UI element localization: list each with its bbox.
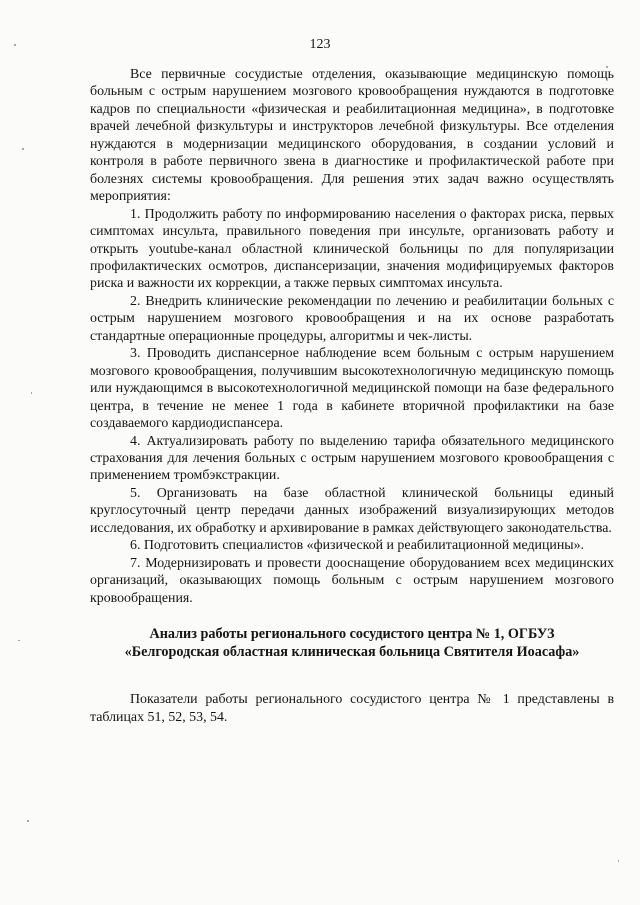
intro-paragraph: Все первичные сосудистые отделения, оказывающие медицинскую помощь больным с острым нарушением мозгового кровообращения нуждаются в подготовке кадров по специальности «физическая и реабилитационная медицина», в подготовке врачей лечебной физкультуры и инструкторов лечебной физкультуры. Все отделения нуждаются в модернизации медицинского оборудования, в создании условий и контроля в работе первичного звена в диагностике и профилактической работе при болезнях системы кровообращения. Для решения этих задач важно осуществлять мероприятия:: [90, 67, 614, 205]
measure-item: 1. Продолжить работу по информированию населения о факторах риска, первых симптомах инсульта, правильного поведения при инсульте, организовать работу и открыть youtube-канал областной клинической больницы по для популяризации профилактических осмотров, диспансеризации, значения модифицируемых факторов риска и важности их коррекции, а также первых симптомах инсульта.: [90, 206, 614, 292]
scan-speck: [22, 148, 24, 150]
section-heading: Анализ работы регионального сосудистого центра № 1, ОГБУЗ «Белгородская областная клиническая больница Святителя Иоасафа»: [124, 626, 580, 661]
scan-speck: [31, 392, 32, 394]
measure-item: 6. Подготовить специалистов «физической и реабилитационной медицины».: [130, 538, 585, 554]
document-body: [90, 66, 614, 726]
page-number: 123: [309, 37, 331, 52]
measure-item: 4. Актуализировать работу по выделению тарифа обязательного медицинского страхования для лечения больных с острым нарушением мозгового кровообращения с применением тромбэкстракции.: [90, 433, 614, 484]
measure-item: 2. Внедрить клинические рекомендации по лечению и реабилитации больных с острым нарушением мозгового кровообращения и на их основе разработать стандартные операционные процедуры, алгоритмы и чек-листы.: [90, 293, 614, 344]
scan-speck: [18, 640, 20, 641]
measure-item: 3. Проводить диспансерное наблюдение всем больным с острым нарушением мозгового кровообращения, получившим высокотехнологичную медицинскую помощь или нуждающимся в высокотехнологичной медицинской помощи на базе федерального центра, в течение не менее 1 года в кабинете вторичной профилактики на базе создаваемого кардиодиспансера.: [90, 346, 614, 432]
closing-paragraph: Показатели работы регионального сосудистого центра № 1 представлены в таблицах 51, 52, 53, 54.: [90, 692, 614, 725]
measure-item: 5. Организовать на базе областной клинической больницы единый круглосуточный центр передачи данных изображений визуализирующих методов исследования, их обработку и архивирование в рамках действующего законодательства.: [90, 485, 614, 536]
scan-speck: [27, 820, 29, 822]
measure-item: 7. Модернизировать и провести дооснащение оборудованием всех медицинских организаций, оказывающих помощь больным с острым нарушением мозгового кровообращения.: [90, 555, 614, 606]
scan-speck: [618, 860, 619, 862]
